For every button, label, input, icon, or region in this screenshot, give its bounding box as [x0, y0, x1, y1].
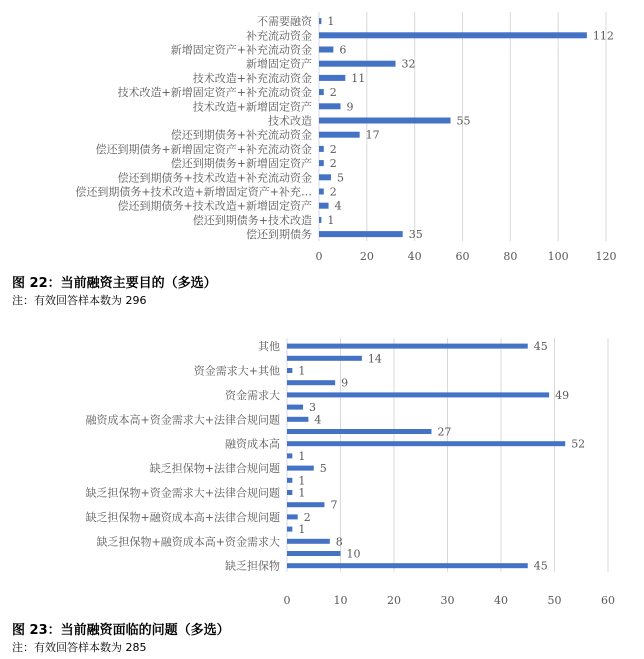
bar — [287, 392, 549, 397]
bar — [319, 160, 324, 166]
data-label: 1 — [298, 474, 306, 488]
x-tick-label: 100 — [547, 250, 569, 263]
data-label: 7 — [330, 498, 338, 512]
data-label: 6 — [339, 43, 347, 57]
x-tick-label: 40 — [494, 594, 508, 607]
bar — [287, 429, 431, 434]
data-label: 45 — [533, 340, 548, 354]
data-label: 9 — [341, 376, 349, 390]
data-label: 35 — [408, 228, 423, 242]
bar — [319, 189, 324, 195]
bar — [287, 563, 528, 568]
data-label: 3 — [309, 401, 317, 415]
bar — [319, 89, 324, 95]
bar — [287, 405, 303, 410]
x-tick-label: 0 — [283, 594, 291, 607]
x-tick-label: 20 — [387, 594, 401, 607]
x-tick-label: 60 — [601, 594, 615, 607]
category-label: 偿还到期债务+新增固定资产+补充流动资金 — [95, 142, 312, 156]
bar — [287, 441, 565, 446]
bar — [287, 490, 292, 495]
x-tick-label: 20 — [359, 250, 374, 263]
data-label: 10 — [346, 547, 361, 561]
bar — [287, 417, 308, 422]
category-label: 缺乏担保物+法律合规问题 — [149, 462, 280, 476]
category-label: 偿还到期债务+技术改造+补充流动资金 — [117, 171, 312, 185]
bar — [287, 514, 298, 519]
data-label: 1 — [298, 449, 306, 463]
category-label: 缺乏担保物+融资成本高+法律合规问题 — [85, 510, 280, 524]
data-label: 52 — [571, 437, 586, 451]
bar — [319, 32, 587, 38]
data-label: 17 — [365, 128, 380, 142]
fig22-note: 注：有效回答样本数为 296 — [12, 294, 147, 307]
bar — [319, 47, 333, 53]
bar — [287, 466, 314, 471]
bar — [319, 18, 321, 24]
category-label: 偿还到期债务 — [246, 228, 312, 242]
data-label: 1 — [327, 213, 335, 227]
bar — [287, 453, 292, 458]
data-label: 1 — [298, 486, 306, 500]
category-label: 偿还到期债务+补充流动资金 — [170, 128, 312, 142]
bar — [319, 231, 403, 237]
bar — [287, 356, 362, 361]
x-tick-label: 40 — [407, 250, 422, 263]
x-tick-label: 0 — [315, 250, 323, 263]
data-label: 1 — [298, 364, 306, 378]
x-tick-label: 120 — [595, 250, 617, 263]
bar — [319, 118, 451, 124]
x-tick-label: 30 — [440, 594, 455, 607]
bar — [319, 132, 360, 138]
category-label: 偿还到期债务+技术改造+新增固定资产+补充… — [75, 185, 312, 199]
category-label: 技术改造 — [268, 114, 312, 128]
category-label: 缺乏担保物 — [225, 559, 280, 573]
data-label: 2 — [329, 157, 337, 171]
data-label: 1 — [298, 523, 306, 537]
category-label: 偿还到期债务+技术改造+新增固定资产 — [117, 199, 312, 213]
category-label: 偿还到期债务+技术改造 — [192, 213, 312, 227]
bar — [287, 527, 292, 532]
data-label: 112 — [592, 29, 614, 43]
bar — [287, 368, 292, 373]
category-label: 资金需求大+其他 — [193, 364, 280, 378]
bar — [319, 203, 329, 209]
data-label: 5 — [319, 462, 327, 476]
bar — [319, 174, 331, 180]
bar — [287, 539, 330, 544]
category-label: 技术改造+新增固定资产 — [192, 100, 312, 114]
category-label: 融资成本高+资金需求大+法律合规问题 — [85, 413, 280, 427]
category-label: 技术改造+新增固定资产+补充流动资金 — [117, 86, 312, 100]
category-label: 不需要融资 — [257, 15, 312, 29]
category-label: 其他 — [258, 340, 280, 354]
bar — [287, 551, 341, 556]
data-label: 8 — [335, 535, 343, 549]
data-label: 2 — [303, 510, 311, 524]
bar — [319, 217, 321, 223]
category-label: 偿还到期债务+新增固定资产 — [170, 157, 312, 171]
data-label: 9 — [346, 100, 354, 114]
data-label: 49 — [555, 388, 570, 402]
bar — [319, 61, 396, 67]
data-label: 4 — [334, 199, 342, 213]
category-label: 新增固定资产+补充流动资金 — [170, 43, 312, 57]
category-label: 缺乏担保物+资金需求大+法律合规问题 — [85, 486, 280, 500]
category-label: 融资成本高 — [225, 437, 280, 451]
data-label: 32 — [401, 57, 416, 71]
data-label: 55 — [456, 114, 471, 128]
bar — [287, 380, 335, 385]
data-label: 11 — [351, 71, 366, 85]
data-label: 14 — [367, 352, 382, 366]
bar — [287, 478, 292, 483]
data-label: 4 — [314, 413, 322, 427]
data-label: 2 — [329, 86, 337, 100]
category-label: 资金需求大 — [225, 388, 280, 402]
x-tick-label: 80 — [503, 250, 518, 263]
x-tick-label: 50 — [547, 594, 562, 607]
x-tick-label: 10 — [333, 594, 348, 607]
fig22-title: 图 22：当前融资主要目的（多选） — [12, 276, 217, 291]
data-label: 2 — [329, 185, 337, 199]
category-label: 新增固定资产 — [246, 57, 312, 71]
problems-chart — [0, 332, 644, 614]
data-label: 1 — [327, 15, 335, 29]
data-label: 45 — [533, 559, 548, 573]
data-label: 5 — [336, 171, 344, 185]
purpose-chart — [0, 0, 644, 270]
bar — [287, 344, 528, 349]
fig23-note: 注：有效回答样本数为 285 — [12, 641, 147, 654]
bar — [287, 502, 324, 507]
bar — [319, 75, 345, 81]
category-label: 缺乏担保物+融资成本高+资金需求大 — [96, 535, 280, 549]
category-label: 技术改造+补充流动资金 — [192, 71, 312, 85]
x-tick-label: 60 — [455, 250, 470, 263]
data-label: 2 — [329, 142, 337, 156]
bar — [319, 103, 341, 109]
fig23-title: 图 23：当前融资面临的问题（多选） — [12, 623, 230, 638]
category-label: 补充流动资金 — [246, 29, 312, 43]
bar — [319, 146, 324, 152]
data-label: 27 — [437, 425, 452, 439]
